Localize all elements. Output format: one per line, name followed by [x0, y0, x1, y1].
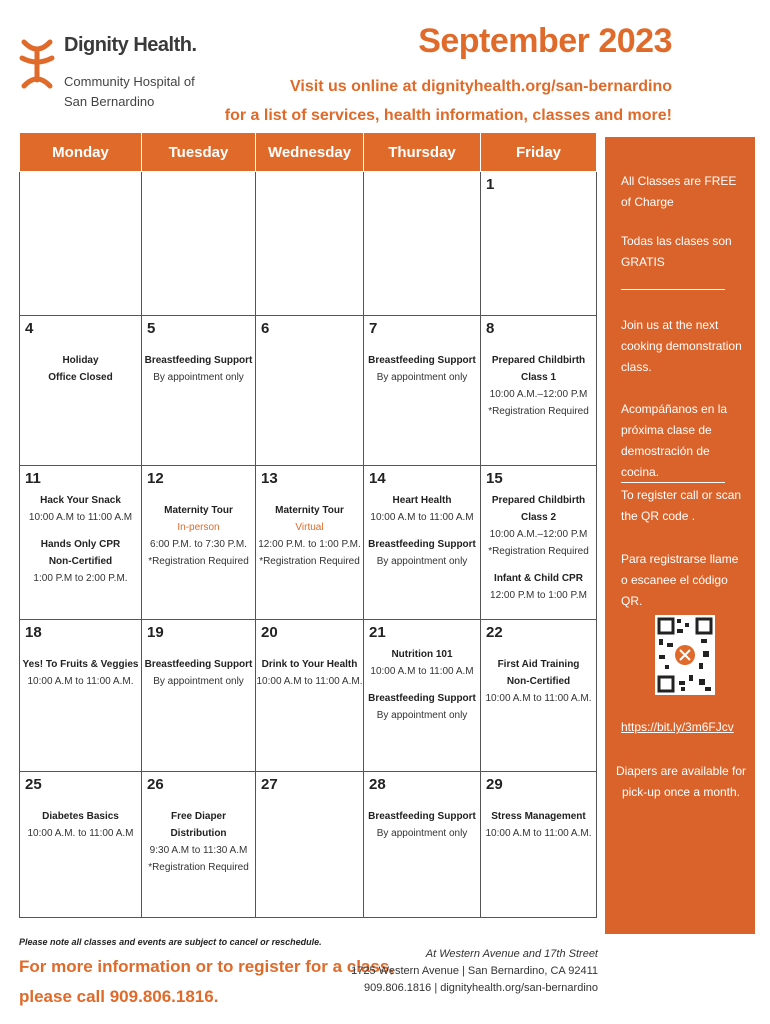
day-number: 6	[261, 320, 270, 337]
hospital-name-line1: Community Hospital of	[64, 74, 195, 89]
calendar-event	[142, 808, 255, 876]
calendar-event	[142, 352, 255, 386]
event-title: Maternity Tour	[164, 505, 233, 516]
register-en: To register call or scan the QR code .	[621, 488, 742, 523]
event-detail: 12:00 P.M to 1:00 P.M	[490, 590, 587, 601]
calendar-event	[364, 690, 480, 724]
contact-call-to-action: For more information or to register for a class, please call 909.806.1816.	[19, 957, 395, 1006]
event-title: Yes! To Fruits & Veggies	[22, 659, 139, 670]
day-number: 20	[261, 624, 278, 641]
day-cell	[481, 772, 597, 918]
weekday-header: Thursday	[364, 133, 481, 172]
event-detail: 10:00 A.M. to 11:00 A.M	[27, 828, 134, 839]
day-cell	[481, 316, 597, 466]
event-detail: 10:00 A.M to 11:00 A.M	[28, 512, 133, 523]
day-number: 27	[261, 776, 278, 793]
street-address: 1725 Western Avenue | San Bernardino, CA 92411	[351, 965, 598, 977]
day-number: 1	[486, 176, 495, 193]
event-detail: 10:00 A.M to 11:00 A.M.	[27, 676, 134, 687]
location-line: At Western Avenue and 17th Street	[425, 948, 598, 960]
free-classes-en: All Classes are FREE of Charge	[621, 174, 737, 209]
day-cell	[364, 316, 481, 466]
calendar-event	[256, 656, 363, 690]
event-detail: By appointment only	[376, 828, 468, 839]
registration-link[interactable]: https://bit.ly/3m6FJcv	[621, 720, 734, 734]
day-cell	[364, 620, 481, 772]
week-row	[20, 172, 597, 316]
event-subtitle: Non-Certified	[506, 676, 571, 687]
event-title: Nutrition 101	[391, 649, 453, 660]
day-number: 4	[25, 320, 34, 337]
event-subtitle: Class 1	[520, 372, 557, 383]
calendar-event	[142, 502, 255, 570]
day-number: 19	[147, 624, 164, 641]
event-detail: 10:00 A.M to 11:00 A.M	[370, 512, 474, 523]
day-number: 26	[147, 776, 164, 793]
event-detail: 1:00 P.M to 2:00 P.M.	[33, 573, 128, 584]
event-title: Holiday	[62, 355, 99, 366]
event-detail: 10:00 A.M.–12:00 P.M	[489, 389, 588, 400]
event-detail: *Registration Required	[148, 862, 249, 873]
event-detail: 10:00 A.M to 11:00 A.M.	[256, 676, 363, 687]
day-cell	[20, 620, 142, 772]
event-title: Breastfeeding Support	[368, 355, 476, 366]
calendar-event	[364, 492, 480, 526]
cooking-class-en: Join us at the next cooking demonstration class.	[621, 318, 742, 374]
dignity-health-logo	[18, 34, 208, 116]
event-detail: 9:30 A.M to 11:30 A.M	[149, 845, 248, 856]
event-title: Free Diaper Distribution	[170, 811, 227, 839]
day-cell	[20, 316, 142, 466]
weekday-header: Friday	[481, 133, 597, 172]
divider	[621, 289, 725, 290]
event-detail: 10:00 A.M to 11:00 A.M.	[485, 828, 592, 839]
day-cell	[481, 620, 597, 772]
day-cell	[142, 172, 256, 316]
calendar-event	[256, 502, 363, 570]
week-row	[20, 316, 597, 466]
day-number: 21	[369, 624, 386, 641]
calendar-event	[364, 808, 480, 842]
event-detail: 10:00 A.M to 11:00 A.M	[370, 666, 474, 677]
event-title: Breastfeeding Support	[144, 355, 253, 366]
event-title: Drink to Your Health	[261, 659, 358, 670]
day-cell	[364, 466, 481, 620]
day-cell	[142, 316, 256, 466]
event-detail: 10:00 A.M to 11:00 A.M.	[485, 693, 592, 704]
event-title: Maternity Tour	[275, 505, 344, 516]
phone-website: 909.806.1816 | dignityhealth.org/san-bernardino	[363, 982, 598, 994]
calendar-event	[20, 656, 141, 690]
event-detail: 10:00 A.M.–12:00 P.M	[489, 529, 588, 540]
day-number: 14	[369, 470, 386, 487]
day-number: 29	[486, 776, 503, 793]
page-title: September 2023	[418, 22, 672, 60]
calendar-event	[481, 352, 596, 420]
day-cell	[481, 172, 597, 316]
disclaimer-note: Please note all classes and events are subject to cancel or reschedule.	[19, 937, 322, 947]
day-cell	[256, 172, 364, 316]
day-number: 15	[486, 470, 503, 487]
event-title: Breastfeeding Support	[368, 811, 476, 822]
day-cell	[256, 316, 364, 466]
cooking-class-es: Acompáñanos en la próxima clase de demostración de cocina.	[621, 402, 728, 479]
day-number	[256, 172, 363, 198]
day-number	[20, 172, 141, 198]
event-detail: *Registration Required	[488, 546, 589, 557]
event-title: Breastfeeding Support	[144, 659, 253, 670]
calendar-event	[481, 492, 596, 560]
divider	[621, 482, 725, 483]
day-number: 7	[369, 320, 378, 337]
register-es: Para registrarse llame o escanee el código QR.	[621, 552, 739, 608]
day-number: 18	[25, 624, 42, 641]
week-row	[20, 772, 597, 918]
weekday-header: Monday	[20, 133, 142, 172]
event-title: Hack Your Snack	[40, 495, 121, 506]
event-format: In-person	[177, 522, 220, 533]
event-detail: By appointment only	[153, 676, 244, 687]
calendar-grid	[19, 132, 597, 918]
event-detail: 6:00 P.M. to 7:30 P.M.	[150, 539, 247, 550]
day-number: 12	[147, 470, 164, 487]
day-cell	[364, 772, 481, 918]
day-number: 25	[25, 776, 42, 793]
event-detail: By appointment only	[376, 710, 468, 721]
calendar-event	[142, 656, 255, 690]
day-cell	[142, 620, 256, 772]
week-row	[20, 620, 597, 772]
calendar-event	[20, 808, 141, 842]
event-detail: 12:00 P.M. to 1:00 P.M.	[258, 539, 361, 550]
calendar-event	[20, 352, 141, 386]
event-title: Prepared Childbirth	[491, 495, 586, 506]
info-sidebar	[605, 137, 755, 934]
event-title: Breastfeeding Support	[368, 539, 476, 550]
event-detail: *Registration Required	[488, 406, 589, 417]
day-cell	[256, 772, 364, 918]
event-detail: Office Closed	[48, 372, 113, 383]
day-number	[364, 172, 480, 198]
day-cell	[256, 466, 364, 620]
calendar-event	[20, 536, 141, 587]
day-cell	[481, 466, 597, 620]
calendar-event	[481, 570, 596, 604]
event-title: Heart Health	[392, 495, 452, 506]
calendar-event	[481, 808, 596, 842]
event-detail: *Registration Required	[259, 556, 360, 567]
event-detail: By appointment only	[153, 372, 244, 383]
day-cell	[142, 772, 256, 918]
event-subtitle: Class 2	[520, 512, 557, 523]
calendar-event	[20, 492, 141, 526]
day-cell	[142, 466, 256, 620]
event-title: Stress Management	[491, 811, 586, 822]
day-cell	[20, 172, 142, 316]
dignity-health-emblem-icon	[18, 36, 56, 92]
address-block	[351, 946, 598, 997]
visit-line-2: for a list of services, health information, classes and more!	[224, 107, 672, 124]
day-cell	[364, 172, 481, 316]
brand-name: Dignity Health.	[64, 34, 197, 56]
day-cell	[20, 466, 142, 620]
weekday-header: Tuesday	[142, 133, 256, 172]
event-title: Breastfeeding Support	[368, 693, 476, 704]
visit-line-1: Visit us online at dignityhealth.org/san-bernardino	[290, 78, 672, 95]
diapers-info: Diapers are available for pick-up once a month.	[615, 764, 747, 799]
event-title: Diabetes Basics	[42, 811, 119, 822]
event-title: First Aid Training	[497, 659, 580, 670]
hospital-name-line2: San Bernardino	[64, 94, 155, 109]
day-cell	[256, 620, 364, 772]
calendar-event	[481, 656, 596, 707]
event-title: Hands Only CPR	[40, 539, 121, 550]
day-number: 13	[261, 470, 278, 487]
day-cell	[20, 772, 142, 918]
weekday-header-row	[20, 133, 597, 172]
qr-code-icon	[655, 615, 715, 695]
event-subtitle: Non-Certified	[48, 556, 113, 567]
event-detail: By appointment only	[376, 556, 468, 567]
free-classes-es: Todas las clases son GRATIS	[621, 234, 732, 269]
day-number: 5	[147, 320, 156, 337]
day-number: 28	[369, 776, 386, 793]
event-detail: *Registration Required	[148, 556, 249, 567]
weekday-header: Wednesday	[256, 133, 364, 172]
event-format: Virtual	[295, 522, 324, 533]
day-number: 22	[486, 624, 503, 641]
event-title: Infant & Child CPR	[494, 573, 583, 584]
calendar-event	[364, 536, 480, 570]
calendar-event	[364, 352, 480, 386]
event-detail: By appointment only	[376, 372, 468, 383]
day-number	[142, 172, 255, 198]
calendar-event	[364, 646, 480, 680]
day-number: 8	[486, 320, 495, 337]
day-number: 11	[25, 470, 41, 487]
event-title: Prepared Childbirth	[491, 355, 586, 366]
week-row	[20, 466, 597, 620]
qr-code[interactable]	[655, 615, 715, 695]
